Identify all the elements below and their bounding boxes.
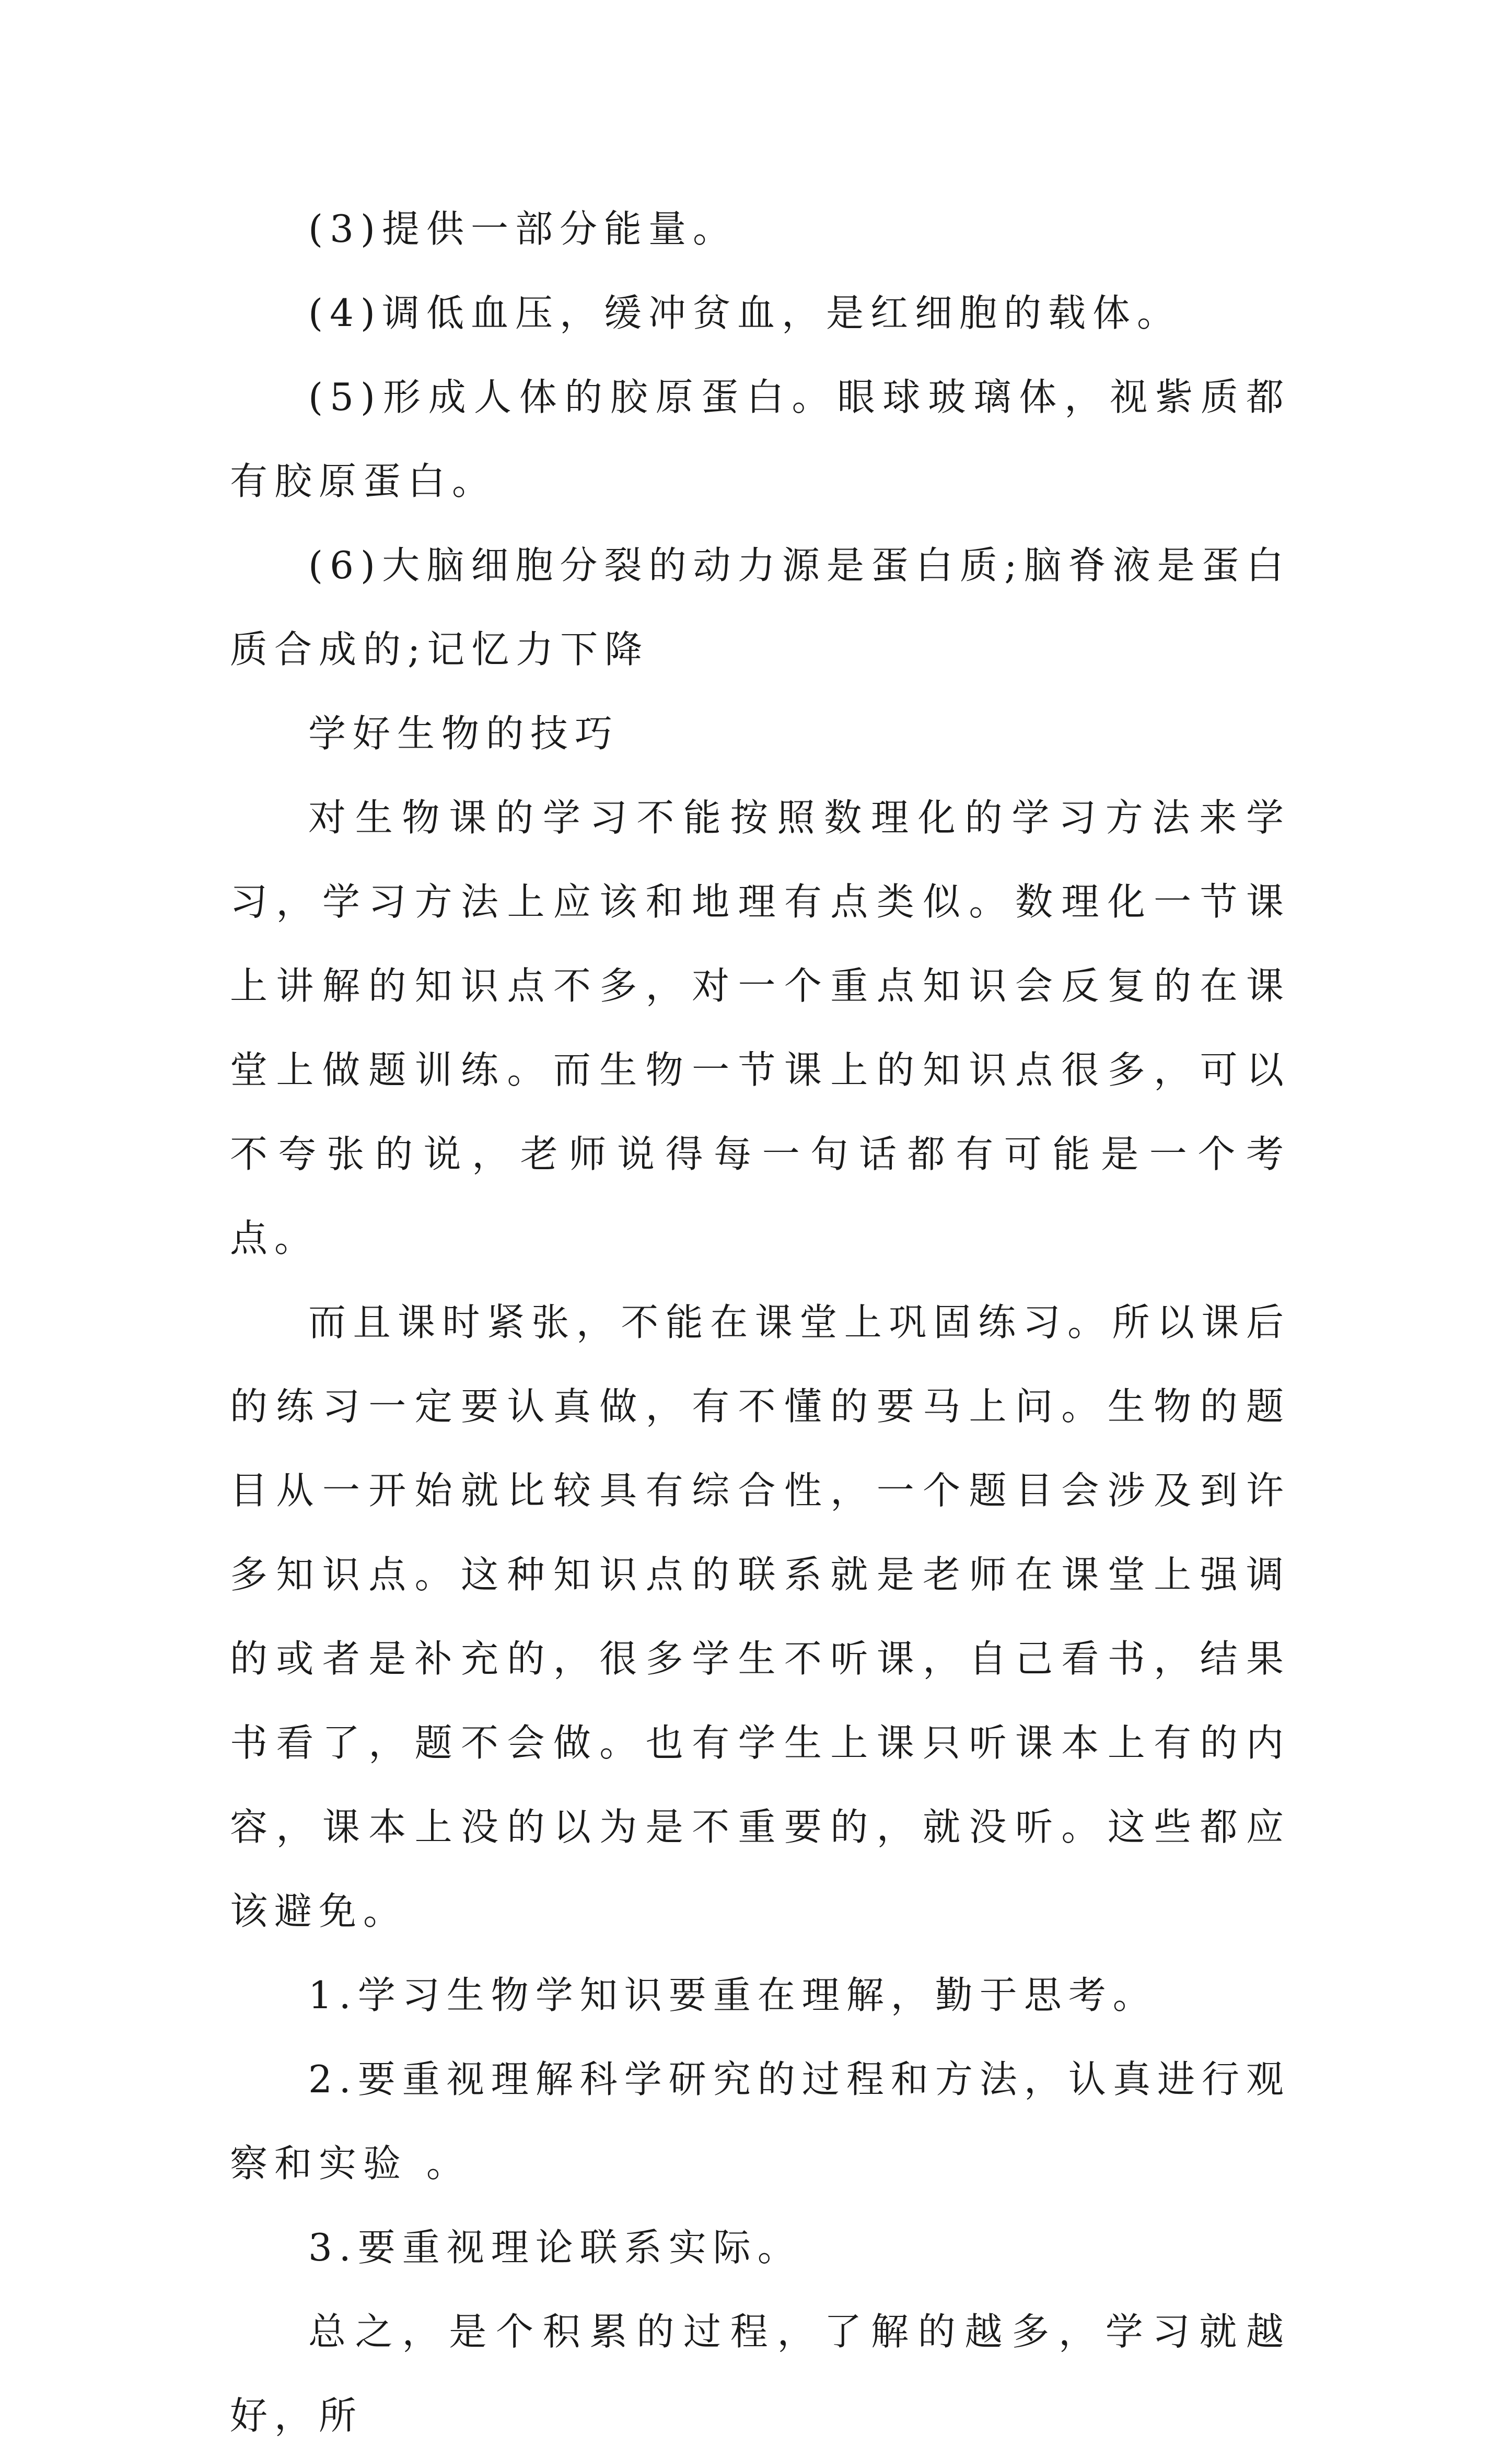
paragraph-study-method: 对生物课的学习不能按照数理化的学习方法来学习，学习方法上应该和地理有点类似。数理化一节课上讲解的知识点不多，对一个重点知识会反复的在课堂上做题训练。而生物一节课上的知识点很多，可以不夸张的说，老师说得每一句话都有可能是一个考点。 bbox=[230, 796, 1290, 1260]
paragraph-class-practice: 而且课时紧张，不能在课堂上巩固练习。所以课后的练习一定要认真做，有不懂的要马上问。生物的题目从一开始就比较具有综合性，一个题目会涉及到许多知识点。这种知识点的联系就是老师在课堂上强调的或者是补充的，很多学生不听课，自己看书，结果书看了，题不会做。也有学生上课只听课本上有的内容，课本上没的以为是不重要的，就没听。这些都应该避免。 bbox=[230, 1300, 1290, 1933]
document-body bbox=[230, 187, 1290, 2458]
tip-item-2: 2.要重视理解科学研究的过程和方法，认真进行观察和实验 。 bbox=[230, 2057, 1290, 2185]
tip-item-3: 3.要重视理论联系实际。 bbox=[308, 2226, 802, 2269]
paragraph-item-6: (6)大脑细胞分裂的动力源是蛋白质;脑脊液是蛋白质合成的;记忆力下降 bbox=[230, 543, 1290, 671]
paragraph-item-4: (4)调低血压，缓冲贫血，是红细胞的载体。 bbox=[308, 291, 1181, 335]
paragraph-item-3: (3)提供一部分能量。 bbox=[308, 207, 737, 251]
paragraph-summary: 总之，是个积累的过程，了解的越多，学习就越好，所 bbox=[230, 2310, 1290, 2438]
paragraph-item-5: (5)形成人体的胶原蛋白。眼球玻璃体，视紫质都有胶原蛋白。 bbox=[230, 375, 1290, 503]
section-heading: 学好生物的技巧 bbox=[308, 712, 620, 755]
tip-item-1: 1.学习生物学知识要重在理解，勤于思考。 bbox=[308, 1973, 1157, 2017]
